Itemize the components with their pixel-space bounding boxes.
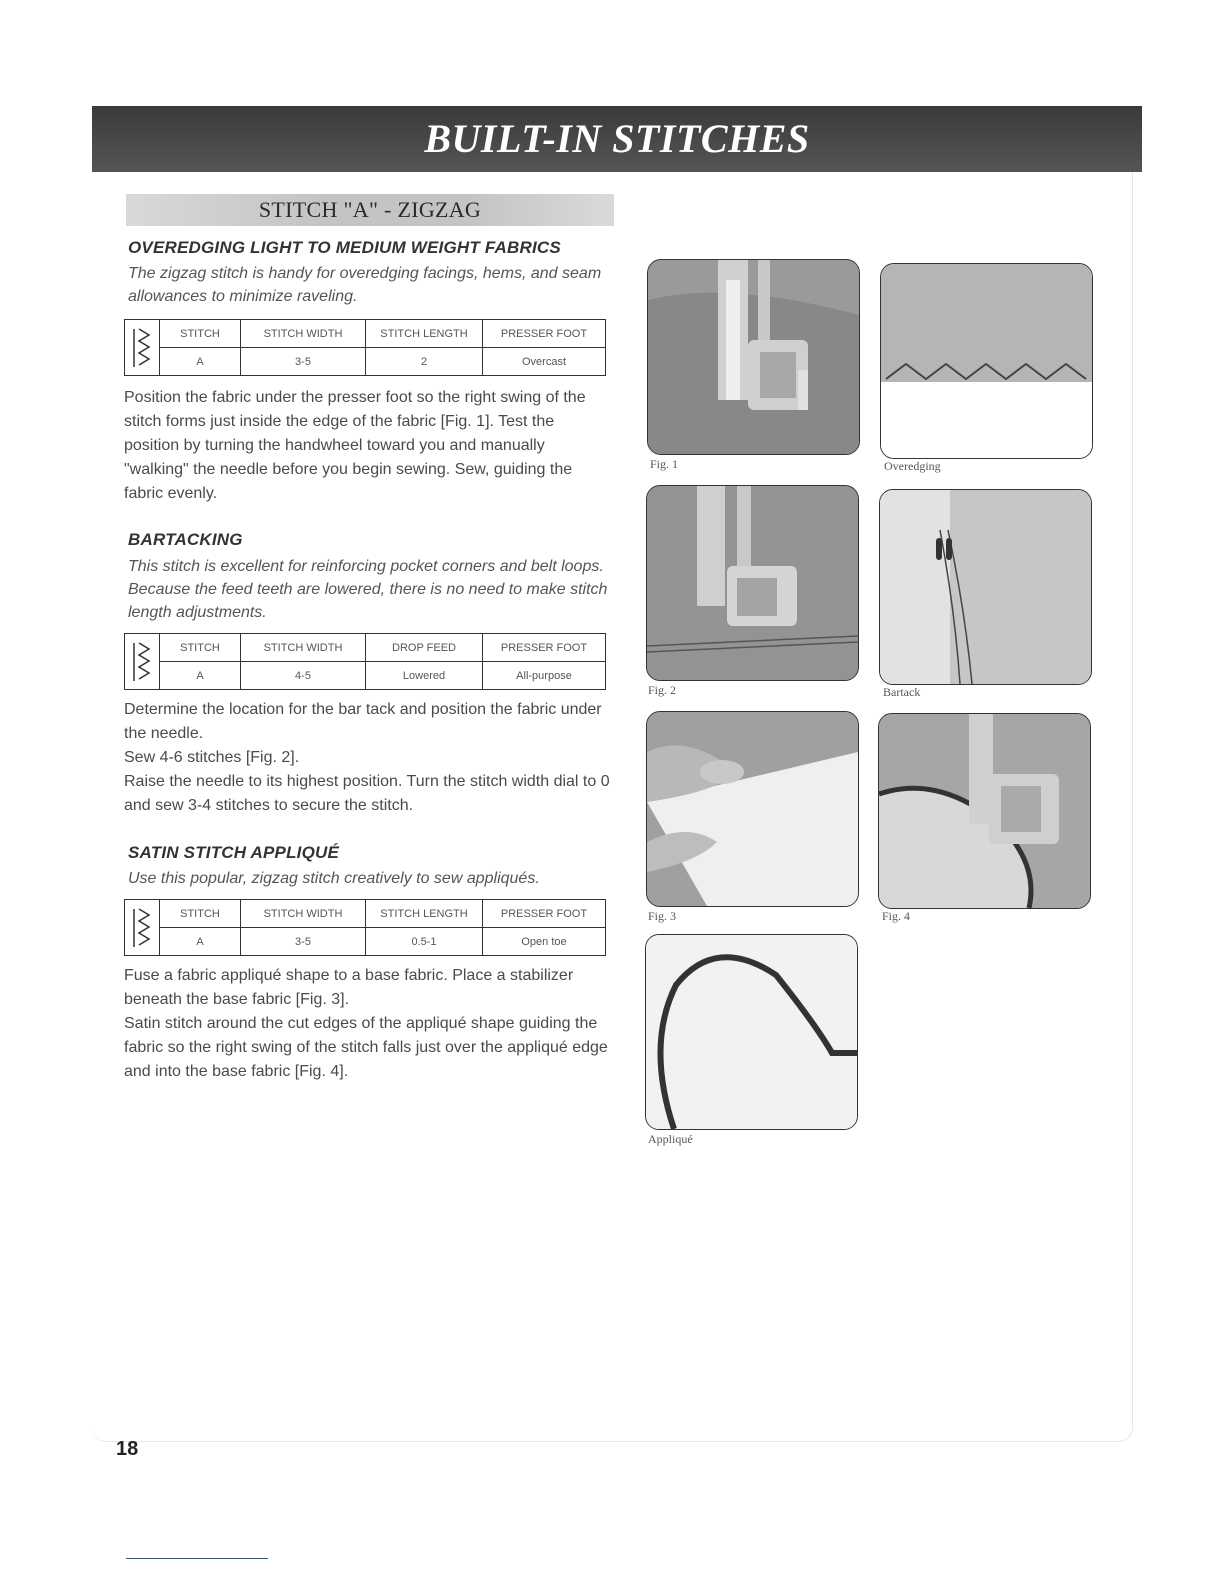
body-paragraph: Determine the location for the bar tack and position the fabric under the needle.	[124, 701, 602, 742]
cell-foot: Open toe	[483, 928, 606, 956]
col-header-stitch: STITCH	[160, 900, 241, 928]
col-header-length: STITCH LENGTH	[366, 900, 483, 928]
cell-stitch: A	[160, 662, 241, 690]
table-row	[125, 662, 606, 690]
applique-intro: Use this popular, zigzag stitch creatively to sew appliqués.	[128, 870, 540, 887]
zigzag-stitch-icon	[125, 634, 160, 690]
cell-drop-feed: Lowered	[366, 662, 483, 690]
cell-length: 0.5-1	[366, 928, 483, 956]
col-header-foot: PRESSER FOOT	[483, 634, 606, 662]
overedging-settings-table	[124, 319, 606, 376]
overedging-body	[124, 386, 610, 506]
cell-stitch: A	[160, 928, 241, 956]
fig-1-caption: Fig. 1	[650, 457, 679, 471]
col-header-length: STITCH LENGTH	[366, 320, 483, 348]
col-header-width: STITCH WIDTH	[241, 634, 366, 662]
cell-width: 4-5	[241, 662, 366, 690]
cell-width: 3-5	[241, 348, 366, 376]
table-row	[125, 928, 606, 956]
cell-stitch: A	[160, 348, 241, 376]
fig-2-photo	[646, 485, 859, 681]
zigzag-stitch-icon	[125, 900, 160, 956]
col-header-width: STITCH WIDTH	[241, 900, 366, 928]
bartacking-body	[124, 698, 610, 818]
table-row	[125, 348, 606, 376]
table-row	[125, 320, 606, 348]
table-row	[125, 634, 606, 662]
fig-3-photo	[646, 711, 859, 907]
applique-heading: SATIN STITCH APPLIQUÉ	[128, 843, 340, 862]
overedging-intro: The zigzag stitch is handy for overedging facings, hems, and seam allowances to minimize raveling.	[128, 265, 602, 305]
cell-width: 3-5	[241, 928, 366, 956]
col-header-foot: PRESSER FOOT	[483, 900, 606, 928]
bartacking-settings-table	[124, 633, 606, 690]
col-header-width: STITCH WIDTH	[241, 320, 366, 348]
section-title: STITCH "A" - ZIGZAG	[258, 197, 482, 222]
col-header-stitch: STITCH	[160, 634, 241, 662]
overedging-photo	[880, 263, 1093, 459]
col-header-stitch: STITCH	[160, 320, 241, 348]
fig-3-caption: Fig. 3	[648, 909, 677, 923]
zigzag-stitch-icon	[125, 320, 160, 376]
fig-4-photo	[878, 713, 1091, 909]
fig-4-caption: Fig. 4	[882, 909, 911, 923]
bartack-caption: Bartack	[883, 685, 921, 699]
section-title-bar	[126, 194, 614, 226]
applique-photo	[645, 934, 858, 1130]
cell-foot: All-purpose	[483, 662, 606, 690]
applique-body	[124, 964, 610, 1084]
bartacking-heading: BARTACKING	[128, 530, 243, 549]
bartack-photo	[879, 489, 1092, 685]
col-header-drop-feed: DROP FEED	[366, 634, 483, 662]
fig-1-photo	[647, 259, 860, 455]
body-paragraph: Raise the needle to its highest position. Turn the stitch width dial to 0 and sew 3-4 stitches to secure the stitch.	[124, 773, 610, 814]
page-number: 18	[116, 1438, 139, 1460]
fig-2-caption: Fig. 2	[648, 683, 677, 697]
col-header-foot: PRESSER FOOT	[483, 320, 606, 348]
page-header	[92, 106, 1142, 172]
body-paragraph: Fuse a fabric appliqué shape to a base fabric. Place a stabilizer beneath the base fabric [Fig. 3].	[124, 967, 574, 1008]
bottom-rule	[126, 1558, 268, 1559]
cell-foot: Overcast	[483, 348, 606, 376]
page-title: BUILT-IN STITCHES	[424, 116, 810, 161]
overedging-caption: Overedging	[884, 459, 941, 473]
body-paragraph: Satin stitch around the cut edges of the appliqué shape guiding the fabric so the right swing of the stitch falls just over the appliqué edge and into the base fabric [Fig. 4].	[124, 1015, 608, 1080]
applique-settings-table	[124, 899, 606, 956]
overedging-heading: OVEREDGING LIGHT TO MEDIUM WEIGHT FABRICS	[128, 238, 561, 257]
bartacking-intro: This stitch is excellent for reinforcing pocket corners and belt loops. Because the feed teeth are lowered, there is no need to make stitch length adjustments.	[128, 558, 608, 621]
table-row	[125, 900, 606, 928]
body-paragraph: Sew 4-6 stitches [Fig. 2].	[124, 749, 300, 766]
applique-caption: Appliqué	[648, 1132, 693, 1146]
cell-length: 2	[366, 348, 483, 376]
body-paragraph: Position the fabric under the presser foot so the right swing of the stitch forms just inside the edge of the fabric [Fig. 1]. Test the position by turning the handwheel toward you and manually "walking" the needle before you begin sewing. Sew, guiding the fabric evenly.	[124, 389, 586, 502]
